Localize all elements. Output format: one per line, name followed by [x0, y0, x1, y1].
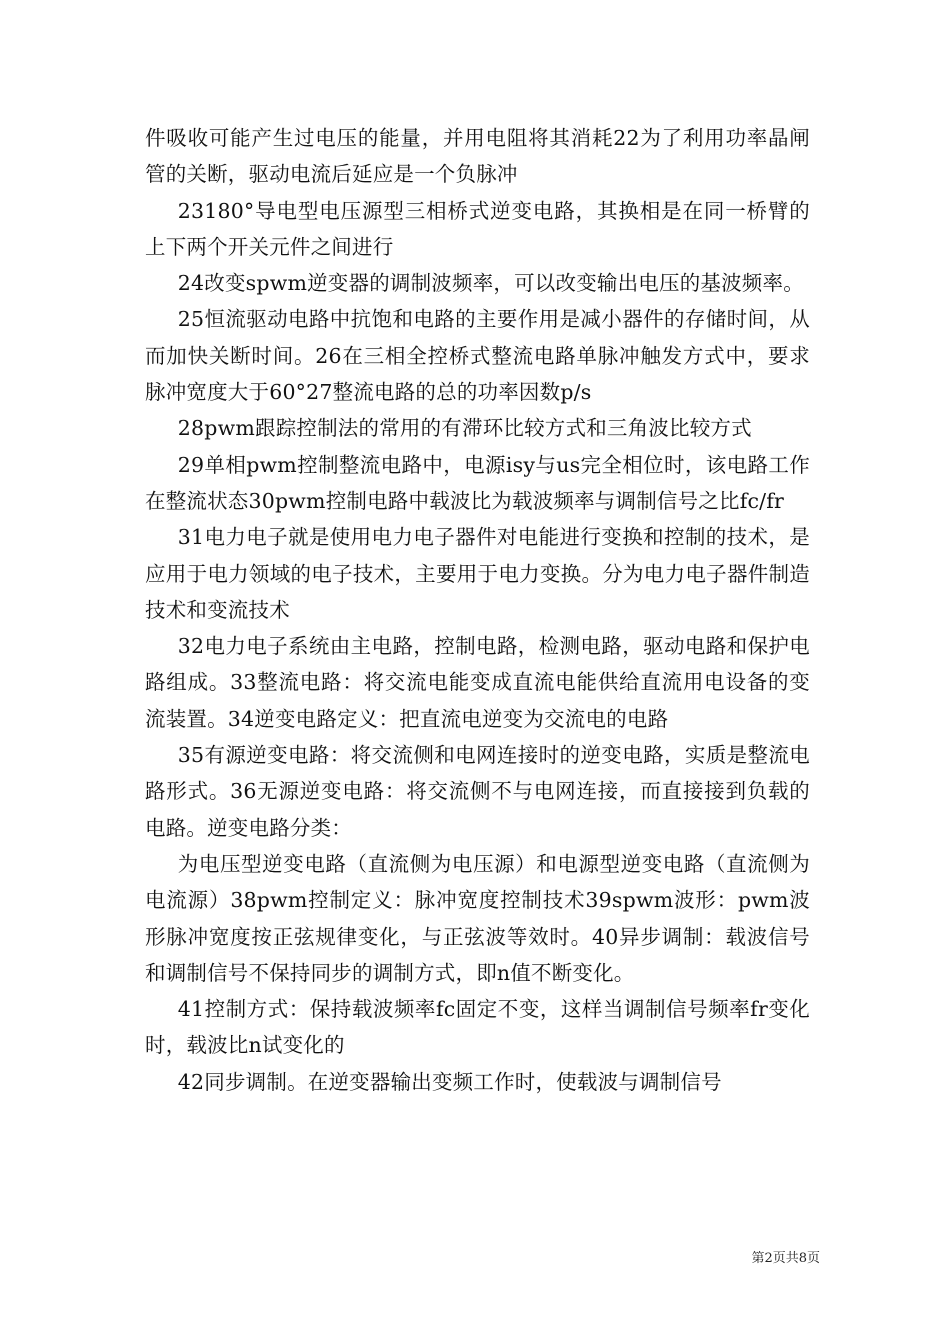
paragraph-3: 24改变spwm逆变器的调制波频率，可以改变输出电压的基波频率。	[177, 271, 804, 296]
paragraph-11: 41控制方式：保持载波频率fc固定不变，这样当调制信号频率fr变化时，载波比n试变化的	[145, 997, 810, 1058]
document-body	[145, 120, 810, 1100]
paragraph-8: 32电力电子系统由主电路，控制电路，检测电路，驱动电路和保护电路组成。33整流电路：将交流电能变成直流电能供给直流用电设备的变流装置。34逆变电路定义：把直流电逆变为交流电的电路	[145, 634, 810, 731]
paragraph-10: 为电压型逆变电路（直流侧为电压源）和电源型逆变电路（直流侧为电流源）38pwm控制定义：脉冲宽度控制技术39spwm波形：pwm波形脉冲宽度按正弦规律变化，与正弦波等效时。40异步调制：载波信号和调制信号不保持同步的调制方式，即n值不断变化。	[145, 851, 810, 985]
page-number-footer: 第2页共8页	[751, 1251, 820, 1266]
paragraph-4: 25恒流驱动电路中抗饱和电路的主要作用是减小器件的存储时间，从而加快关断时间。26在三相全控桥式整流电路单脉冲触发方式中，要求脉冲宽度大于60°27整流电路的总的功率因数p/s	[145, 307, 810, 405]
paragraph-12: 42同步调制。在逆变器输出变频工作时，使载波与调制信号	[177, 1069, 722, 1094]
paragraph-1: 件吸收可能产生过电压的能量，并用电阻将其消耗22为了利用功率晶闸管的关断，驱动电流后延应是一个负脉冲	[145, 126, 810, 187]
paragraph-9: 35有源逆变电路：将交流侧和电网连接时的逆变电路，实质是整流电路形式。36无源逆变电路：将交流侧不与电网连接，而直接接到负载的电路。逆变电路分类：	[145, 743, 810, 840]
paragraph-5: 28pwm跟踪控制法的常用的有滞环比较方式和三角波比较方式	[177, 416, 752, 441]
paragraph-7: 31电力电子就是使用电力电子器件对电能进行变换和控制的技术，是应用于电力领域的电子技术，主要用于电力变换。分为电力电子器件制造技术和变流技术	[145, 525, 810, 622]
paragraph-2: 23180°导电型电压源型三相桥式逆变电路，其换相是在同一桥臂的上下两个开关元件之间进行	[145, 198, 810, 259]
paragraph-6: 29单相pwm控制整流电路中，电源isy与us完全相位时，该电路工作在整流状态30pwm控制电路中载波比为载波频率与调制信号之比fc/fr	[145, 452, 810, 513]
